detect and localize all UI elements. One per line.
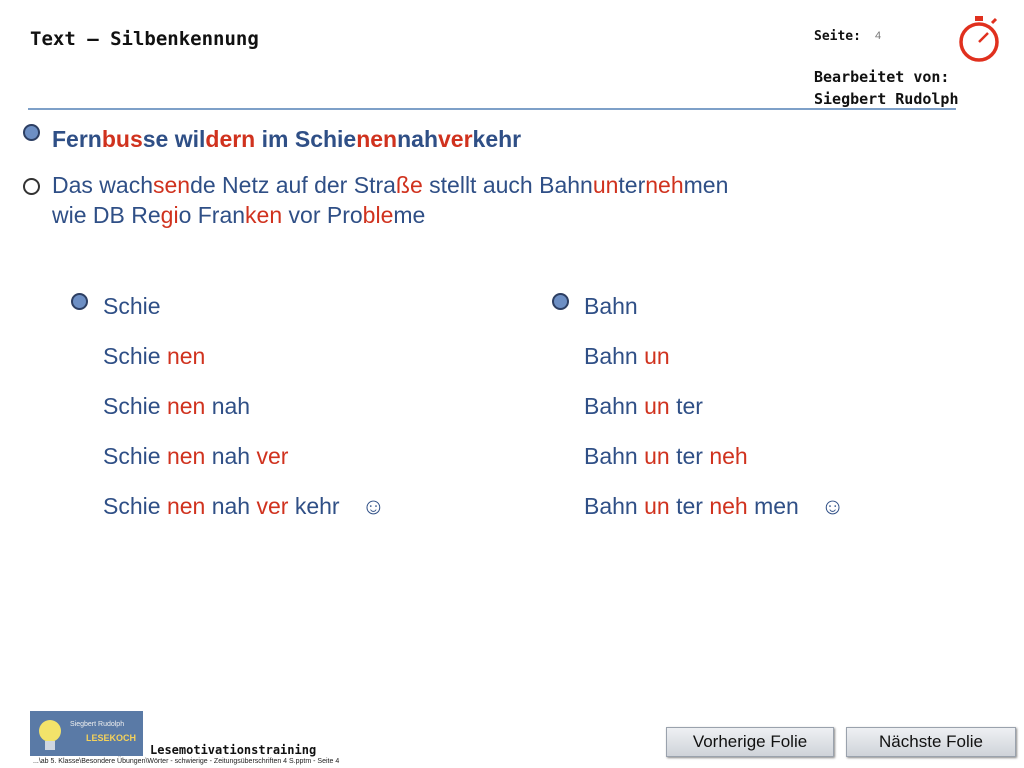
syllable: Bahn [584, 443, 638, 469]
syllable: Bahn [584, 343, 638, 369]
syllable: Schie [103, 443, 161, 469]
sentence-syllable: ken [245, 202, 283, 228]
syllable: Bahn [584, 293, 638, 319]
syllable: un [644, 493, 670, 519]
sentence-syllable: ße [395, 172, 423, 198]
footer-training-label: Lesemotivationstraining [150, 743, 317, 757]
syllable: Schie [103, 493, 161, 519]
sentence-syllable: de Netz auf der Stra [190, 172, 396, 198]
author-block [814, 66, 959, 110]
syllable: nah [211, 443, 251, 469]
syllable: un [644, 443, 670, 469]
syllable: un [644, 343, 670, 369]
syllable-row [103, 393, 250, 420]
next-slide-button[interactable]: Nächste Folie [846, 727, 1016, 757]
author-name: Siegbert Rudolph [814, 90, 959, 108]
syllable: nah [211, 393, 251, 419]
sentence-syllable: ter [618, 172, 646, 198]
headline-syllable: ver [438, 126, 473, 152]
subheadline-line-1 [52, 170, 728, 200]
sentence-syllable: gi [160, 202, 179, 228]
syllable: nen [166, 343, 206, 369]
syllable: kehr [294, 493, 340, 519]
sentence-syllable: Das wach [52, 172, 153, 198]
syllable: un [644, 393, 670, 419]
syllable: ver [256, 493, 289, 519]
syllable-build-right [584, 293, 984, 533]
headline-syllable: nah [397, 126, 438, 152]
syllable-build-left [103, 293, 503, 533]
smiley-icon: ☺ [820, 493, 845, 519]
logo-brand: LESEKOCH [86, 733, 137, 743]
slide-title: Text – Silbenkennung [30, 28, 259, 50]
headline-syllable: im Schie [255, 126, 357, 152]
sentence-syllable: sen [152, 172, 191, 198]
syllable: Schie [103, 293, 161, 319]
syllable: nen [166, 443, 206, 469]
syllable: ter [676, 493, 703, 519]
syllable: nen [166, 493, 206, 519]
header-divider [28, 108, 956, 110]
syllable: Bahn [584, 393, 638, 419]
footer-file-path: ...\ab 5. Klasse\Besondere Übungen\Wörter - schwierige - Zeitungsüberschriften 4 S.pptm - Seite 4 [33, 758, 340, 765]
smiley-icon: ☺ [361, 493, 386, 519]
stopwatch-icon[interactable] [956, 14, 1002, 64]
syllable: Schie [103, 393, 161, 419]
subheadline-line-2 [52, 200, 728, 230]
author-label: Bearbeitet von: [814, 68, 950, 86]
syllable-row [584, 343, 670, 370]
syllable-row [103, 493, 385, 520]
bullet-ring-icon [23, 178, 40, 195]
headline-syllable: bus [101, 126, 143, 152]
syllable-row [584, 443, 748, 470]
headline [52, 126, 521, 153]
sentence-syllable: o Fran [178, 202, 246, 228]
syllable-row [103, 343, 205, 370]
sentence-syllable: ble [362, 202, 394, 228]
syllable: nah [211, 493, 251, 519]
sentence-syllable: neh [645, 172, 684, 198]
logo-author: Siegbert Rudolph [70, 721, 125, 728]
syllable-row [584, 493, 844, 520]
syllable: nen [166, 393, 206, 419]
sentence-syllable: men [683, 172, 729, 198]
headline-syllable: se wil [142, 126, 206, 152]
syllable: Bahn [584, 493, 638, 519]
previous-slide-button[interactable]: Vorherige Folie [666, 727, 834, 757]
headline-syllable: Fern [52, 126, 102, 152]
sentence-syllable: stellt auch Bahn [422, 172, 593, 198]
syllable: neh [709, 493, 748, 519]
sentence-syllable: me [393, 202, 426, 228]
lesekoch-logo [30, 711, 143, 756]
subheadline [52, 170, 728, 230]
sentence-syllable: wie DB Re [52, 202, 161, 228]
page-label: Seite: [814, 29, 861, 44]
sentence-syllable: vor Pro [282, 202, 363, 228]
headline-syllable: dern [205, 126, 256, 152]
sentence-syllable: un [592, 172, 619, 198]
bullet-dot-icon [552, 293, 569, 310]
syllable: Schie [103, 343, 161, 369]
syllable: neh [709, 443, 748, 469]
syllable-row [103, 443, 288, 470]
bullet-dot-icon [23, 124, 40, 141]
syllable-row [584, 393, 703, 420]
headline-syllable: nen [356, 126, 398, 152]
syllable: ver [256, 443, 289, 469]
page-number: 4 [875, 30, 882, 42]
headline-syllable: kehr [472, 126, 522, 152]
syllable-row [584, 293, 638, 320]
syllable-row [103, 293, 161, 320]
syllable: ter [676, 443, 703, 469]
bullet-dot-icon [71, 293, 88, 310]
syllable: men [754, 493, 799, 519]
syllable: ter [676, 393, 703, 419]
